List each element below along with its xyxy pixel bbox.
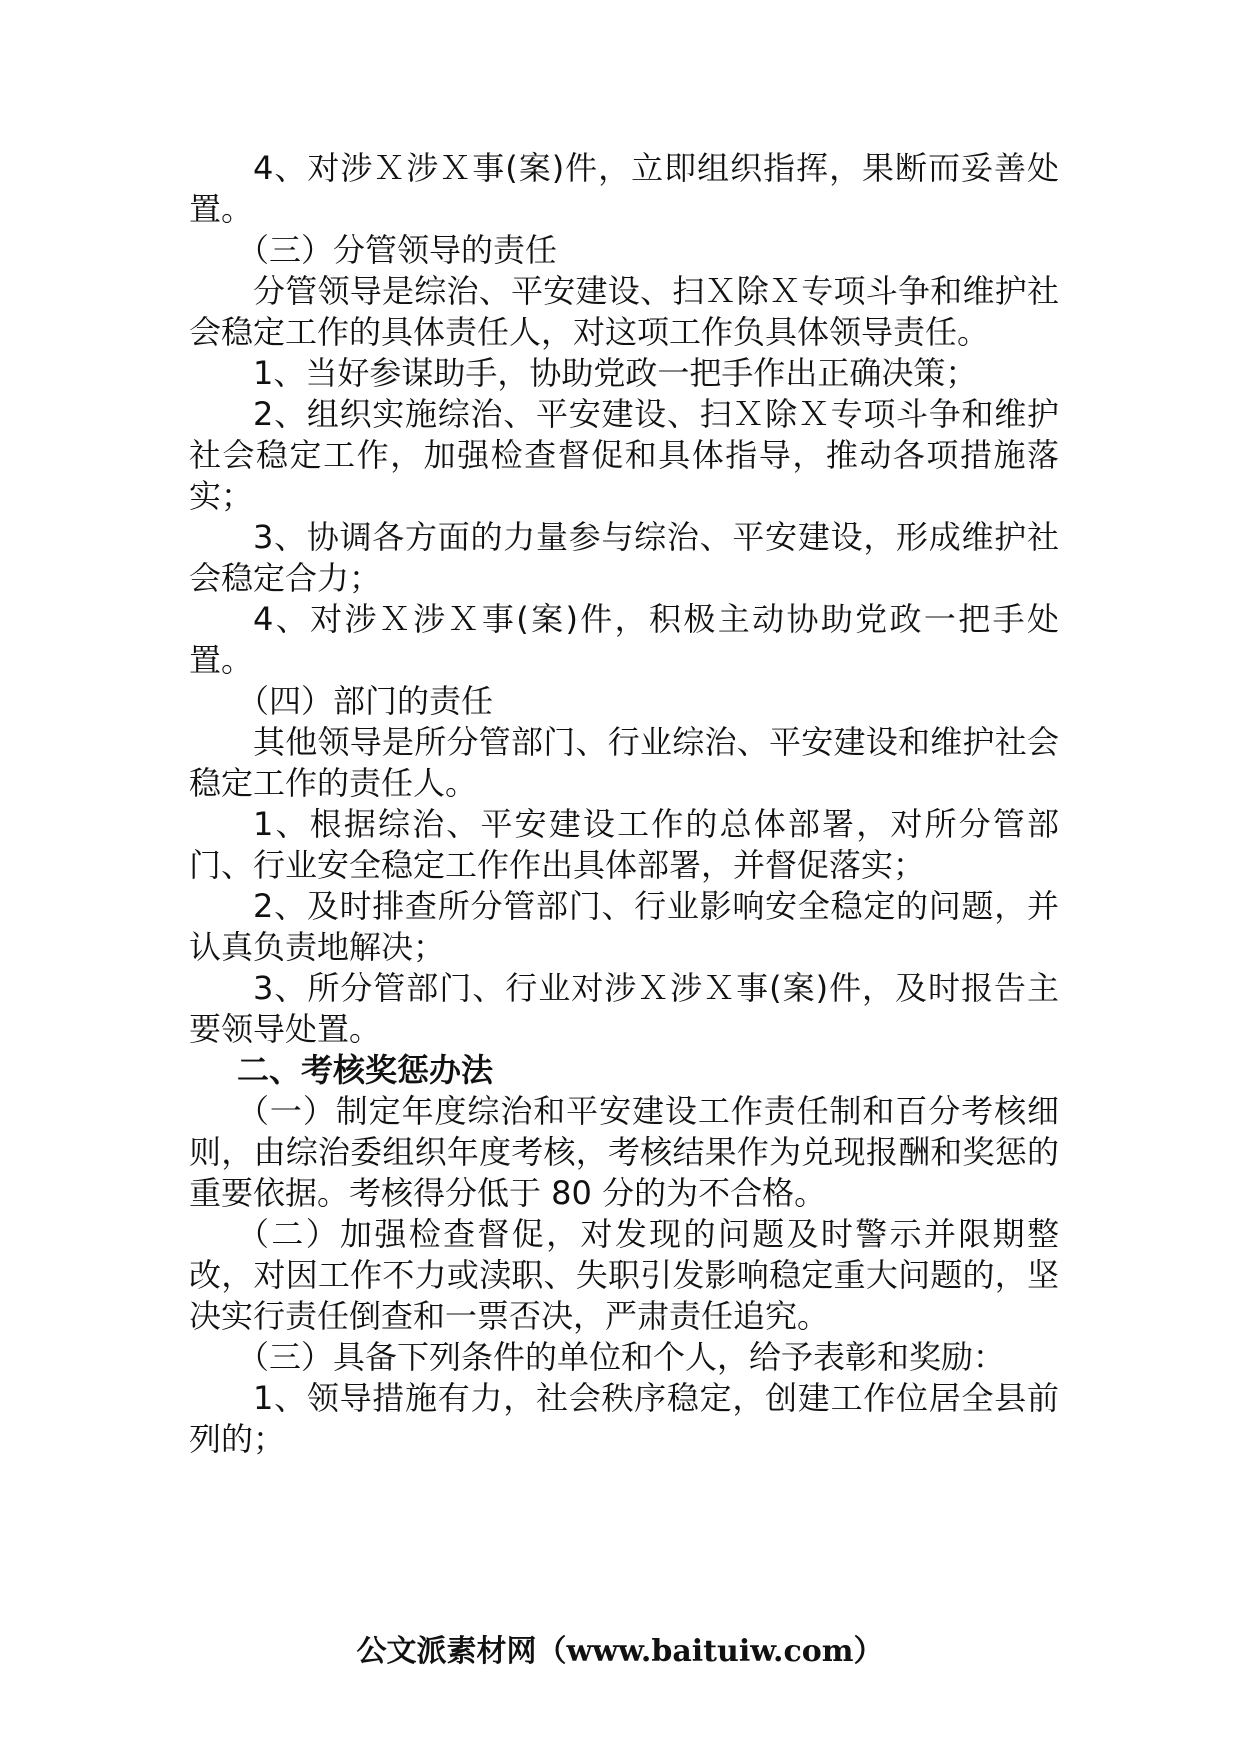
paragraph-4: 2、组织实施综治、平安建设、扫Ｘ除Ｘ专项斗争和维护社会稳定工作，加强检查督促和具体指导，推动各项措施落实； (189, 395, 1059, 515)
paragraph-6: 4、对涉Ｘ涉Ｘ事(案)件，积极主动协助党政一把手处置。 (189, 600, 1059, 679)
paragraph-10: 3、所分管部门、行业对涉Ｘ涉Ｘ事(案)件，及时报告主要领导处置。 (189, 969, 1059, 1048)
paragraph-3: 1、当好参谋助手，协助党政一把手作出正确决策； (253, 354, 978, 392)
paragraph-11: （一）制定年度综治和平安建设工作责任制和百分考核细则，由综治委组织年度考核，考核结果作为兑现报酬和奖惩的重要依据。考核得分低于 80 分的为不合格。 (189, 1092, 1059, 1212)
document-body (189, 148, 1059, 1460)
paragraph-7: 其他领导是所分管部门、行业综治、平安建设和维护社会稳定工作的责任人。 (189, 723, 1059, 802)
chapter-heading-2: 二、考核奖惩办法 (237, 1051, 494, 1089)
paragraph-8: 1、根据综治、平安建设工作的总体部署，对所分管部门、行业安全稳定工作作出具体部署，并督促落实； (189, 805, 1059, 884)
paragraph-2: 分管领导是综治、平安建设、扫Ｘ除Ｘ专项斗争和维护社会稳定工作的具体责任人，对这项工作负具体领导责任。 (189, 272, 1059, 351)
paragraph-12: （二）加强检查督促，对发现的问题及时警示并限期整改，对因工作不力或渎职、失职引发影响稳定重大问题的，坚决实行责任倒查和一票否决，严肃责任追究。 (189, 1215, 1059, 1335)
paragraph-13: （三）具备下列条件的单位和个人，给予表彰和奖励： (237, 1338, 1006, 1376)
paragraph-1: 4、对涉Ｘ涉Ｘ事(案)件，立即组织指挥，果断而妥善处置。 (189, 149, 1059, 228)
section-heading-3: （三）分管领导的责任 (237, 231, 558, 269)
paragraph-5: 3、协调各方面的力量参与综治、平安建设，形成维护社会稳定合力； (189, 518, 1059, 597)
section-heading-4: （四）部门的责任 (237, 682, 494, 720)
paragraph-14: 1、领导措施有力，社会秩序稳定，创建工作位居全县前列的； (189, 1379, 1059, 1458)
page-footer-watermark: 公文派素材网（www.baituiw.com） (356, 1634, 884, 1669)
paragraph-9: 2、及时排查所分管部门、行业影响安全稳定的问题，并认真负责地解决； (189, 887, 1059, 966)
